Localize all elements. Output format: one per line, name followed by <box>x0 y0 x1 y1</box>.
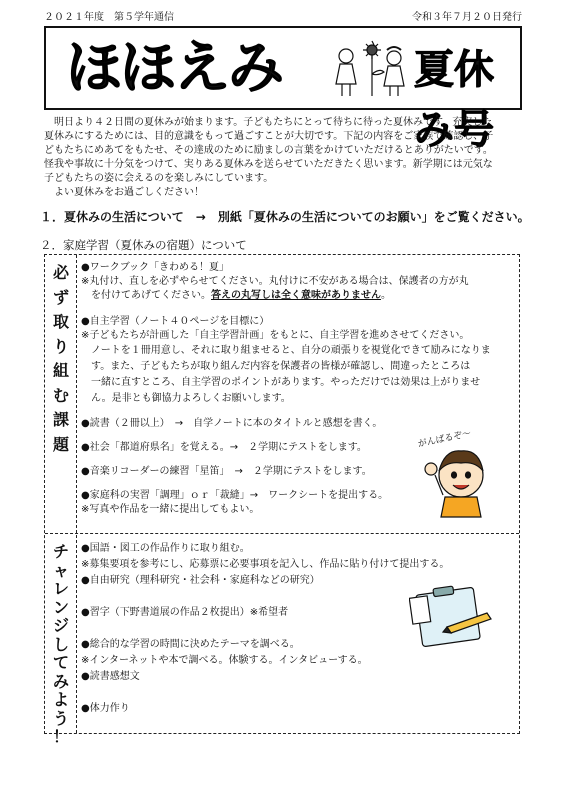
workbook-note: ※丸付け、直しを必ずやらせてください。丸付けに不安がある場合は、保護者の方が丸 <box>81 276 469 287</box>
intro-line: 怪我や事故に十分気をつけて、実りある夏休みを送らせていただきたく思います。新学期には元気な <box>44 159 493 170</box>
challenge-note: ※インターネットや本で調べる。体験する。インタビューする。 <box>81 655 368 666</box>
self-study-item: ●自主学習（ノート４０ページを目標に） <box>81 316 270 327</box>
challenge-item: ●読書感想文 <box>81 671 140 682</box>
challenge-label: チ ャ レ ン ジ し て み よ う ！ <box>52 542 69 746</box>
home-ec-note: ※写真や作品を一緒に提出してもよい。 <box>81 504 260 515</box>
section-summer-life: １．夏休みの生活について → 別紙「夏休みの生活についてのお願い」をご覧ください。 <box>40 210 530 224</box>
intro-line: 子どもたちの姿に会えるのを楽しみにしています。 <box>44 173 274 184</box>
workbook-item: ●ワークブック「きわめる！夏」 <box>81 262 230 273</box>
challenge-item: ●国語・図工の作品作りに取り組む。 <box>81 543 250 554</box>
reading-item: ●読書（２冊以上） → 自学ノートに本のタイトルと感想を書く。 <box>81 418 383 429</box>
newsletter-header <box>44 8 522 22</box>
section-homework: ２．家庭学習（夏休みの宿題）について <box>40 238 247 252</box>
self-study-note: ん。是非とも御協力よろしくお願いします。 <box>91 393 291 404</box>
newsletter-title: ほほえみ <box>66 36 282 101</box>
challenge-note: ※募集要項を参考にし、応募票に必要事項を記入し、作品に貼り付けて提出する。 <box>81 559 450 570</box>
self-study-note: 一緒に直すところ、自主学習のポイントがあります。やっただけでは効果は上がりませ <box>91 377 481 388</box>
home-ec-item: ●家庭科の実習「調理」ｏｒ「裁縫」→ ワークシートを提出する。 <box>81 490 389 501</box>
music-item: ●音楽リコーダーの練習「星笛」 → ２学期にテストをします。 <box>81 466 372 477</box>
self-study-note: ノートを１冊用意し、それに取り組ませると、自分の頑張りを視覚化できて励みになりま <box>91 345 491 356</box>
issue-label: ２０２１年度 第５学年通信 <box>44 12 174 23</box>
self-study-note: ※子どもたちが計画した「自主学習計画」をもとに、自主学習を進めさせてください。 <box>81 330 470 341</box>
social-item: ●社会「都道府県名」を覚える。→ ２学期にテストをします。 <box>81 442 367 453</box>
required-label: 必 ず 取 り 組 む 課 題 <box>52 263 69 454</box>
intro-text <box>44 116 522 200</box>
challenge-item: ●習字（下野書道展の作品２枚提出）※希望者 <box>81 607 289 618</box>
cheering-boy-icon <box>415 425 507 521</box>
intro-line: よい夏休みをお過ごしください！ <box>54 187 204 198</box>
speech-bubble-text: がんばるぞ～ <box>417 428 473 450</box>
emphasis-note: 答えの丸写しは全く意味がありません <box>211 290 381 301</box>
homework-table <box>44 254 520 746</box>
self-study-note: す。また、子どもたちが取り組んだ内容を保護者の皆様が確認し、間違ったところは <box>91 361 471 372</box>
intro-line: 夏休みにするためには、目的意識をもって過ごすことが大切です。下記の内容をご家族で確認し、子 <box>44 131 494 142</box>
intro-line: どもたちにめあてをもたせ、その達成のために励ましの言葉をかけていただけるとありがたいです。 <box>44 145 493 156</box>
challenge-item: ●体力作り <box>81 703 130 714</box>
issue-date: 令和３年７月２０日発行 <box>412 12 522 23</box>
newsletter-subtitle: 夏休み号 <box>414 47 494 153</box>
challenge-item: ●総合的な学習の時間に決めたテーマを調べる。 <box>81 639 300 650</box>
challenge-item: ●自由研究（理科研究・社会科・家庭科などの研究） <box>81 575 320 586</box>
workbook-note: を付けてあげてください。答えの丸写しは全く意味がありません。 <box>91 290 391 301</box>
children-sunflower-icon <box>332 38 412 102</box>
intro-line: 明日より４２日間の夏休みが始まります。子どもたちにとって待ちに待った夏休みです。充実した <box>54 117 493 128</box>
clipboard-pencil-icon <box>409 583 495 649</box>
